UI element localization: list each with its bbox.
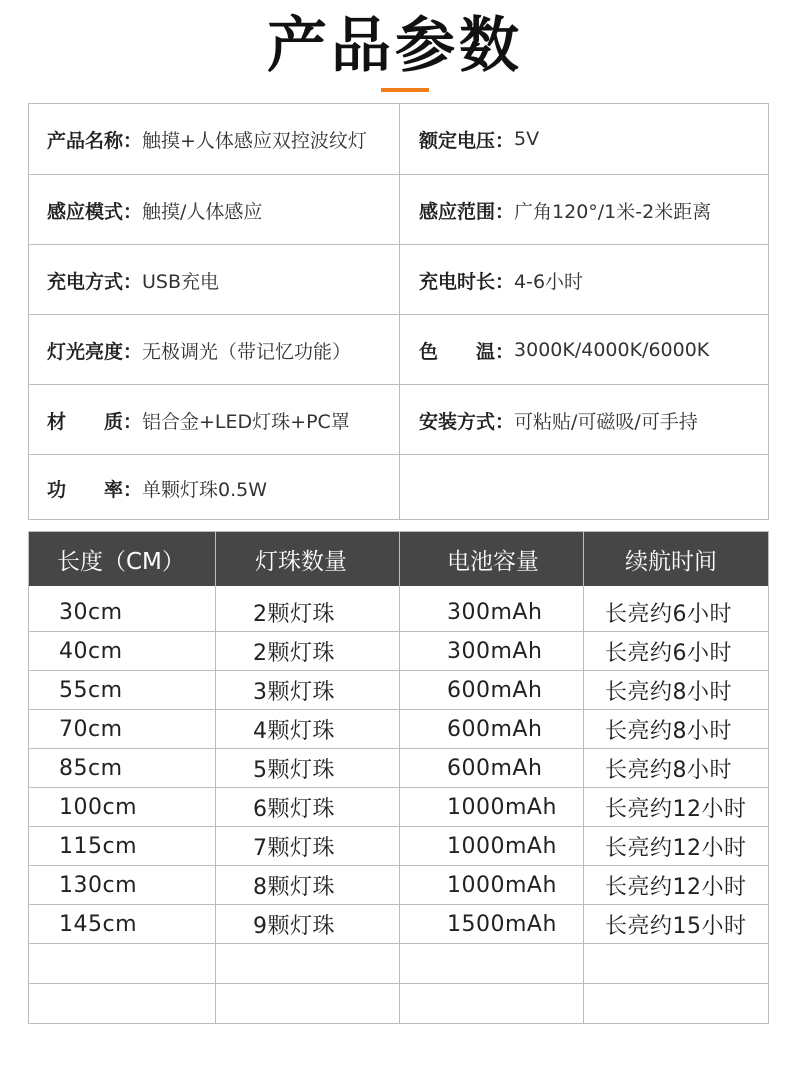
spec-value: 4-6小时: [514, 270, 584, 293]
spec-row: [29, 104, 768, 174]
table-row: [29, 826, 768, 866]
table-cell: 115cm: [59, 834, 138, 859]
table-cell: 长亮约6小时: [605, 602, 732, 627]
table-cell: 100cm: [59, 795, 138, 820]
table-row: [29, 943, 768, 984]
table-cell: 7颗灯珠: [253, 836, 335, 861]
spec-row: [29, 384, 768, 455]
table-cell: 4颗灯珠: [253, 719, 335, 744]
table-row: [29, 865, 768, 905]
table-cell: 长亮约15小时: [605, 914, 747, 939]
spec-key: 感应模式：: [47, 200, 143, 223]
table-row: [29, 709, 768, 749]
spec-key: 材 质：: [47, 410, 143, 433]
spec-key: 产品名称：: [47, 129, 143, 152]
table-cell: 6颗灯珠: [253, 797, 335, 822]
spec-value: 可粘贴/可磁吸/可手持: [514, 410, 698, 433]
table-cell: 1000mAh: [447, 795, 557, 820]
spec-value: 铝合金+LED灯珠+PC罩: [142, 410, 350, 433]
spec-row: [29, 174, 768, 245]
table-cell: 2颗灯珠: [253, 641, 335, 666]
table-cell: 1500mAh: [447, 912, 557, 937]
table-cell: 长亮约12小时: [605, 836, 747, 861]
table-cell: 600mAh: [447, 756, 543, 781]
table-cell: 300mAh: [447, 639, 543, 664]
spec-value: 单颗灯珠0.5W: [142, 478, 268, 501]
table-cell: 1000mAh: [447, 834, 557, 859]
spec-key: 功 率：: [47, 478, 143, 501]
table-row: [29, 631, 768, 671]
table-cell: 长亮约12小时: [605, 875, 747, 900]
spec-grid: [28, 103, 769, 520]
table-row: [29, 787, 768, 827]
table-cell: 145cm: [59, 912, 138, 937]
table-cell: 长亮约8小时: [605, 680, 732, 705]
table-cell: 600mAh: [447, 678, 543, 703]
table-row: [29, 670, 768, 710]
table-row: [29, 904, 768, 944]
table-cell: 600mAh: [447, 717, 543, 742]
table-cell: 30cm: [59, 600, 123, 625]
table-cell: 2颗灯珠: [253, 602, 335, 627]
table-cell: 9颗灯珠: [253, 914, 335, 939]
table-row: [29, 983, 768, 1024]
page-title: 产品参数: [267, 11, 523, 81]
table-cell: 300mAh: [447, 600, 543, 625]
spec-value: 触摸+人体感应双控波纹灯: [142, 129, 367, 152]
spec-row: [29, 454, 768, 521]
table-cell: 130cm: [59, 873, 138, 898]
column-header: 电池容量: [447, 548, 539, 575]
spec-key: 色 温：: [419, 340, 515, 363]
spec-key: 额定电压：: [419, 129, 515, 152]
spec-key: 安装方式：: [419, 410, 515, 433]
table-cell: 85cm: [59, 756, 123, 781]
size-table: [28, 531, 769, 1024]
title-underline-accent: [381, 88, 429, 92]
spec-value: USB充电: [142, 270, 220, 293]
table-cell: 3颗灯珠: [253, 680, 335, 705]
spec-row: [29, 244, 768, 315]
spec-key: 充电时长：: [419, 270, 515, 293]
table-cell: 8颗灯珠: [253, 875, 335, 900]
spec-key: 充电方式：: [47, 270, 143, 293]
column-header: 长度（CM）: [57, 548, 185, 575]
table-row: [29, 748, 768, 788]
table-cell: 1000mAh: [447, 873, 557, 898]
table-cell: 5颗灯珠: [253, 758, 335, 783]
column-header: 续航时间: [625, 548, 717, 575]
spec-value: 触摸/人体感应: [142, 200, 263, 223]
table-cell: 40cm: [59, 639, 123, 664]
spec-row: [29, 314, 768, 385]
spec-value: 广角120°/1米-2米距离: [514, 200, 712, 223]
spec-value: 5V: [514, 128, 540, 150]
table-cell: 长亮约8小时: [605, 758, 732, 783]
table-row: [29, 586, 768, 631]
table-cell: 70cm: [59, 717, 123, 742]
table-cell: 长亮约6小时: [605, 641, 732, 666]
table-cell: 长亮约12小时: [605, 797, 747, 822]
spec-key: 感应范围：: [419, 200, 515, 223]
table-cell: 55cm: [59, 678, 123, 703]
spec-value: 无极调光（带记忆功能）: [142, 340, 352, 363]
column-header: 灯珠数量: [255, 548, 347, 575]
table-cell: 长亮约8小时: [605, 719, 732, 744]
spec-value: 3000K/4000K/6000K: [514, 339, 710, 361]
spec-key: 灯光亮度：: [47, 340, 143, 363]
